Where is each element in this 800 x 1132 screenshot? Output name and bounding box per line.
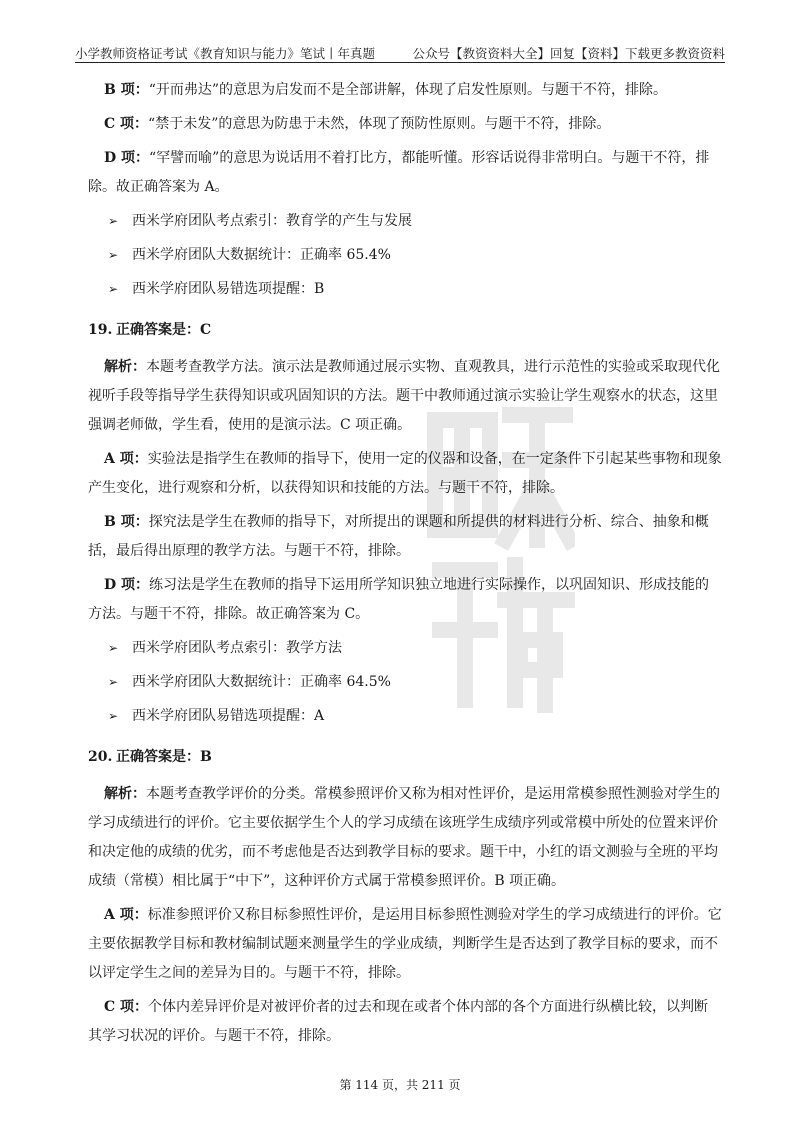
arrow-bullet-icon: ➢ — [108, 641, 119, 655]
option-paragraph: B 项：探究法是学生在教师的指导下，对所提出的课题和所提供的材料进行分析、综合、抽象和概括，最后得出原理的教学方法。与题干不符，排除。 — [88, 514, 709, 559]
option-paragraph: C 项：个体内差异评价是对被评价者的过去和现在或者个体内部的各个方面进行纵横比较，以判断其学习状况的评价。与题干不符，排除。 — [88, 999, 709, 1044]
bullet-item: ➢ 西米学府团队考点索引：教学方法 — [88, 634, 722, 663]
page-header — [75, 40, 725, 63]
option-paragraph: C 项：“禁于未发”的意思为防患于未然，体现了预防性原则。与题干不符，排除。 — [104, 116, 611, 132]
bullet-item: ➢ 西米学府团队考点索引：教育学的产生与发展 — [88, 207, 722, 236]
option-paragraph: A 项：标准参照评价又称目标参照性评价，是运用目标参照性测验对学生的学习成绩进行的评价。它主要依据教学目标和教材编制试题来测量学生的学业成绩，判断学生是否达到了教学目标的要求，而不以评定学生之间的差异为目的。与题干不符，排除。 — [88, 907, 722, 981]
arrow-bullet-icon: ➢ — [108, 248, 119, 262]
option-paragraph: D 项：练习法是学生在教师的指导下运用所学知识独立地进行实际操作，以巩固知识、形成技能的方法。与题干不符，排除。故正确答案为 C。 — [88, 577, 710, 622]
header-title: 小学教师资格证考试《教育知识与能力》笔试丨年真题 — [75, 46, 376, 61]
arrow-bullet-icon: ➢ — [108, 282, 119, 296]
option-paragraph: B 项：“开而弗达”的意思为启发而不是全部讲解，体现了启发性原则。与题干不符，排除。 — [104, 82, 668, 98]
bullet-item: ➢ 西米学府团队大数据统计：正确率 65.4% — [88, 241, 722, 270]
analysis-paragraph: 解析：本题考查教学方法。演示法是教师通过展示实物、直观教具，进行示范性的实验或采取现代化视听手段等指导学生获得知识或巩固知识的方法。题干中教师通过演示实验让学生观察水的状态，这里强调老师做，学生看，使用的是演示法。C 项正确。 — [88, 359, 720, 433]
answer-heading: 19. 正确答案是：C — [88, 322, 212, 338]
option-paragraph: D 项：“罕譬而喻”的意思为说话用不着打比方，都能听懂。形容话说得非常明白。与题干不符，排除。故正确答案为 A。 — [88, 150, 710, 195]
page-number: 第 114 页，共 211 页 — [339, 1078, 461, 1092]
header-promo: 公众号【教资资料大全】回复【资料】下载更多教资资料 — [412, 46, 725, 61]
bullet-item: ➢ 西米学府团队易错选项提醒：A — [88, 702, 722, 731]
option-paragraph: A 项：实验法是指学生在教师的指导下，使用一定的仪器和设备，在一定条件下引起某些事物和现象产生变化，进行观察和分析，以获得知识和技能的方法。与题干不符，排除。 — [88, 451, 722, 496]
arrow-bullet-icon: ➢ — [108, 214, 119, 228]
analysis-paragraph: 解析：本题考查教学评价的分类。常模参照评价又称为相对性评价，是运用常模参照性测验对学生的学习成绩进行的评价。它主要依据学生个人的学习成绩在该班学生成绩序列或常模中所处的位置来评价和决定他的成绩的优劣，而不考虑他是否达到教学目标的要求。题干中，小红的语文测验与全班的平均成绩（常模）相比属于“中下”，这种评价方式属于常模参照评价。B 项正确。 — [88, 786, 720, 889]
bullet-item: ➢ 西米学府团队大数据统计：正确率 64.5% — [88, 668, 722, 697]
arrow-bullet-icon: ➢ — [108, 675, 119, 689]
bullet-item: ➢ 西米学府团队易错选项提醒：B — [88, 275, 722, 304]
page-content — [88, 76, 722, 1056]
answer-heading: 20. 正确答案是：B — [88, 749, 212, 765]
arrow-bullet-icon: ➢ — [108, 709, 119, 723]
